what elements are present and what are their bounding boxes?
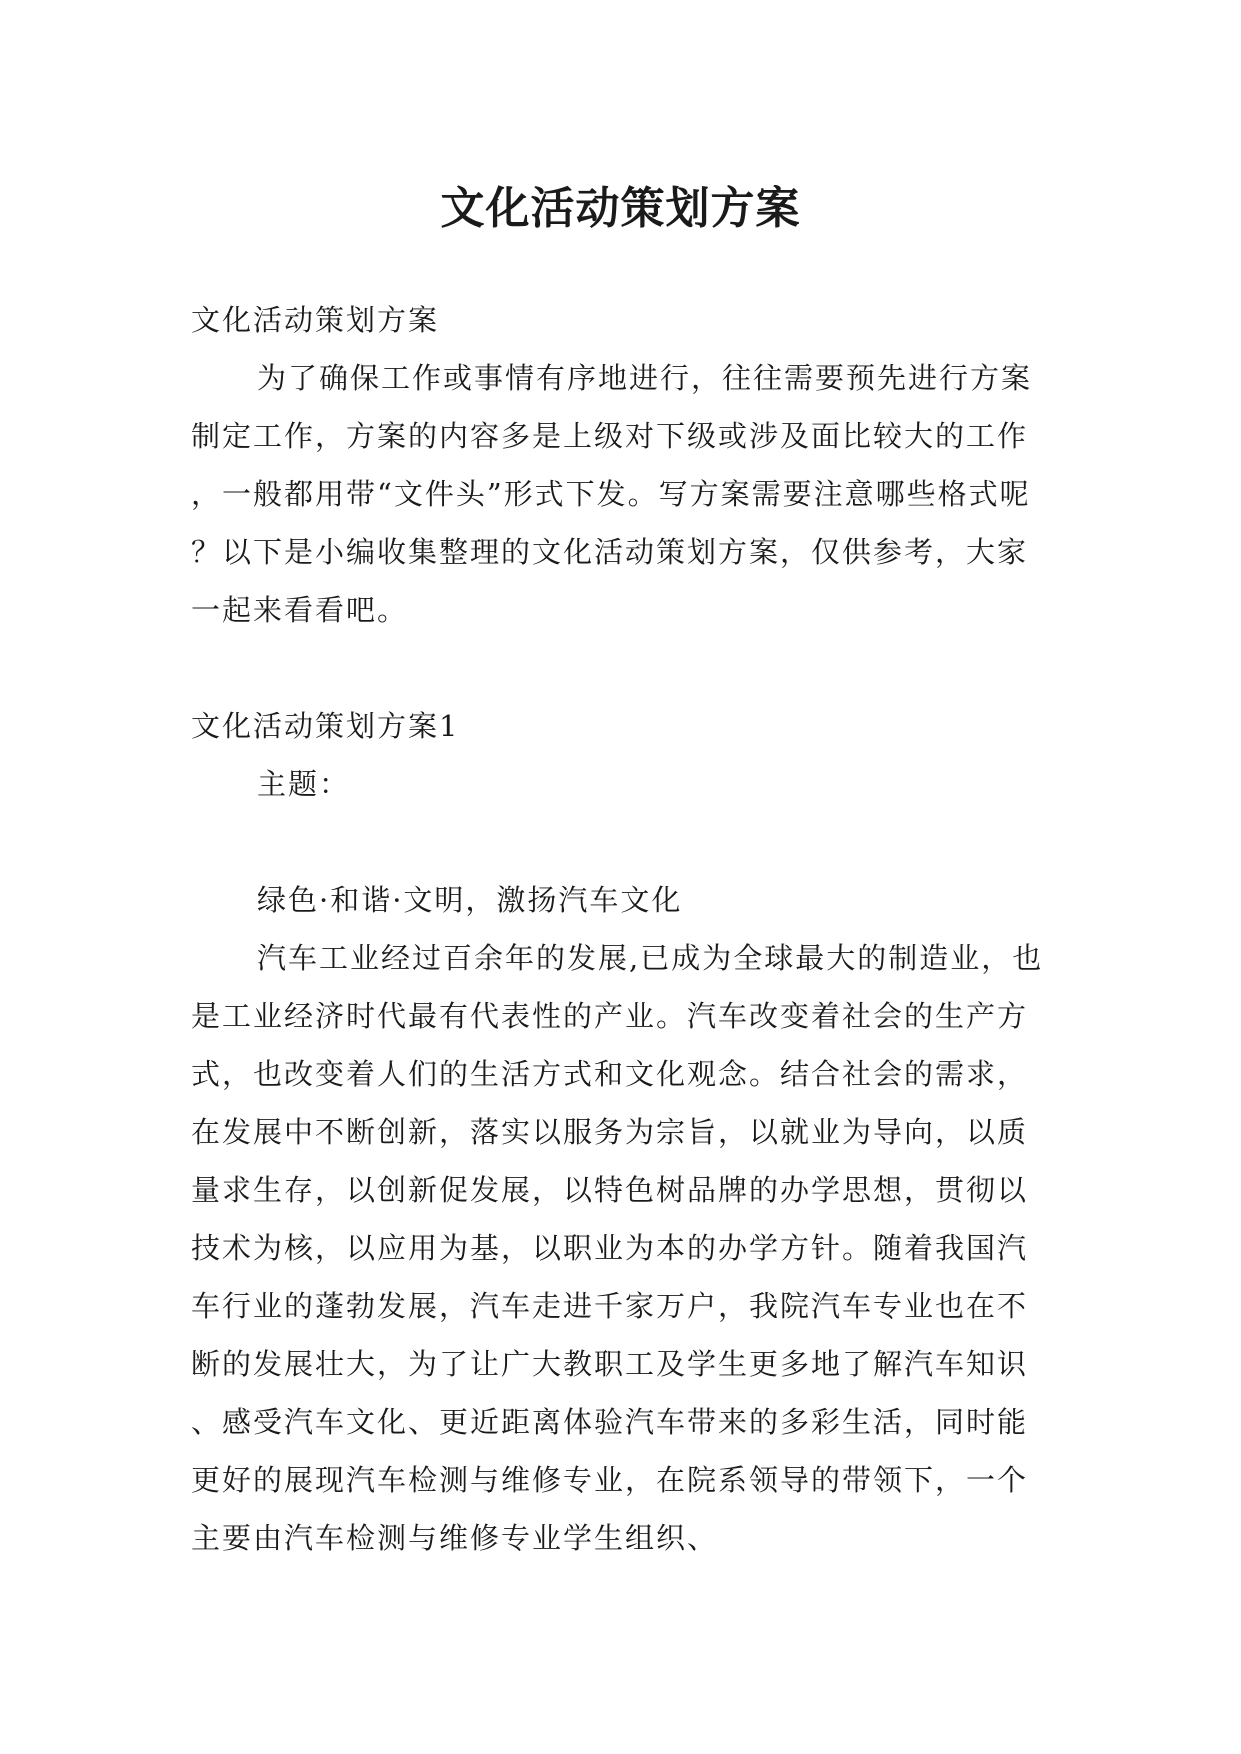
spacer [191,813,1047,871]
section-heading: 文化活动策划方案 [191,303,440,337]
document-body [191,291,1047,1567]
theme-text: 绿色·和谐·文明，激扬汽车文化 [257,883,683,917]
theme-label: 主题： [257,767,351,801]
document-title: 文化活动策划方案 [440,183,801,235]
section-heading: 文化活动策划方案1 [191,709,460,743]
spacer [191,639,1047,697]
body-paragraph: 汽车工业经过百余年的发展,已成为全球最大的制造业，也是工业经济时代最有代表性的产业。汽车改变着社会的生产方式，也改变着人们的生活方式和文化观念。结合社会的需求，在发展中不断创新，落实以服务为宗旨，以就业为导向，以质量求生存，以创新促发展，以特色树品牌的办学思想，贯彻以技术为核，以应用为基，以职业为本的办学方针。随着我国汽车行业的蓬勃发展，汽车走进千家万户，我院汽车专业也在不断的发展壮大，为了让广大教职工及学生更多地了解汽车知识、感受汽车文化、更近距离体验汽车带来的多彩生活，同时能更好的展现汽车检测与维修专业，在院系领导的带领下，一个主要由汽车检测与维修专业学生组织、 [191,941,1044,1555]
intro-paragraph: 为了确保工作或事情有序地进行，往往需要预先进行方案制定工作，方案的内容多是上级对下级或涉及面比较大的工作，一般都用带“文件头”形式下发。写方案需要注意哪些格式呢？以下是小编收集整理的文化活动策划方案，仅供参考，大家一起来看看吧。 [191,361,1033,627]
